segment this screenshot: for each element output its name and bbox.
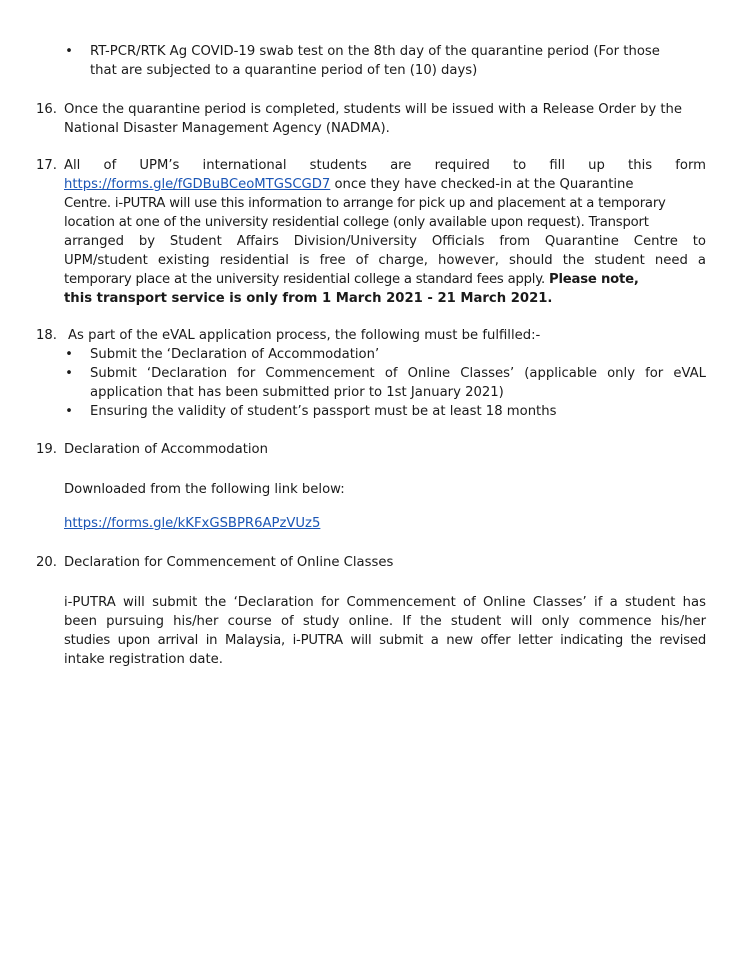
item-number: 19. <box>36 442 57 457</box>
bullet-line-2: that are subjected to a quarantine period of ten (10) days) <box>90 63 478 78</box>
item-17-line-2 <box>64 175 706 194</box>
item-20-line-1: i-PUTRA will submit the ‘Declaration for Commencement of Online Classes’ if a student has <box>64 595 706 610</box>
item-19-link-row <box>64 514 706 533</box>
item-17-line-8 <box>64 289 706 308</box>
item-20-line-4: intake registration date. <box>64 652 223 667</box>
bullet-icon: • <box>65 366 73 381</box>
item-17-line-1: All of UPM’s international students are required to fill up this form <box>64 158 706 173</box>
item-number: 16. <box>36 102 57 117</box>
item-20-title: Declaration for Commencement of Online Classes <box>64 555 394 570</box>
item-number: 17. <box>36 158 57 173</box>
item-20-line-3: studies upon arrival in Malaysia, i-PUTRA will submit a new offer letter indicating the revised <box>64 633 706 648</box>
item-20 <box>0 553 750 673</box>
item-20-line-2: been pursuing his/her course of study online. If the student will only commence his/her <box>64 614 706 629</box>
item-16 <box>0 100 750 140</box>
item-16-line-2: National Disaster Management Agency (NADMA). <box>64 121 390 136</box>
item-18-intro: As part of the eVAL application process, the following must be fulfilled:- <box>68 328 541 343</box>
quarantine-form-link[interactable]: https://forms.gle/fGDBuBCeoMTGSCGD7 <box>64 177 331 192</box>
item-18: 18. As part of the eVAL application process, the following must be fulfilled:- • Submit the ‘Declaration of Accommodation’ • Submit ‘Declaration for Commencement of Online Classes’ (applicable only for eVAL application that has been submitted prior to 1st January 2021) • Ensuring the validity of student’s passport must be at least 18 months <box>0 326 750 426</box>
bullet-line-1: RT-PCR/RTK Ag COVID-19 swab test on the 8th day of the quarantine period (For those <box>90 44 660 59</box>
item-17-line-3: Centre. i-PUTRA will use this information to arrange for pick up and placement at a temporary <box>64 196 666 211</box>
item-17-line-2-text: once they have checked-in at the Quarantine <box>330 177 634 192</box>
item-17-line-7-text: temporary place at the university residential college a standard fees apply. <box>64 272 549 287</box>
top-bullet <box>0 42 750 82</box>
item-17-line-5: arranged by Student Affairs Division/University Officials from Quarantine Centre to <box>64 234 706 249</box>
item-19 <box>0 440 750 540</box>
item-17-line-7 <box>64 270 706 289</box>
bullet-icon: • <box>65 44 73 59</box>
item-number: 20. <box>36 555 57 570</box>
item-17-line-4: location at one of the university residential college (only available upon request). Transport <box>64 215 649 230</box>
bullet-icon: • <box>65 404 73 419</box>
note-bold-text: Please note, <box>548 272 639 287</box>
accommodation-form-link[interactable]: https://forms.gle/kKFxGSBPR6APzVUz5 <box>64 516 321 531</box>
item-19-text: Downloaded from the following link below: <box>64 482 345 497</box>
item-16-line-1: Once the quarantine period is completed, students will be issued with a Release Order by the <box>64 102 682 117</box>
item-17-line-6: UPM/student existing residential is free of charge, however, should the student need a <box>64 253 706 268</box>
bullet-icon: • <box>65 347 73 362</box>
item-19-title: Declaration of Accommodation <box>64 442 268 457</box>
item-number: 18. <box>36 328 57 343</box>
item-17 <box>0 156 750 316</box>
transport-date-note: this transport service is only from 1 March 2021 - 21 March 2021. <box>64 291 553 306</box>
